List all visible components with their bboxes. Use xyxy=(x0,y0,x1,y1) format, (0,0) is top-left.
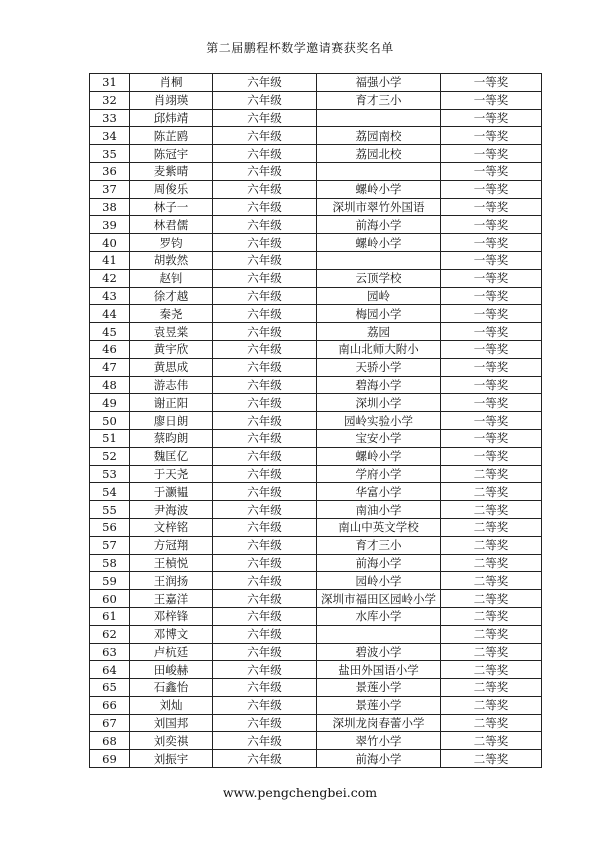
row-number-cell: 41 xyxy=(90,251,130,269)
school-name-cell: 南山北师大附小 xyxy=(317,340,441,358)
school-name-cell: 景莲小学 xyxy=(317,696,441,714)
footer-url: www.pengchengbei.com xyxy=(222,785,378,800)
school-name-cell: 荔园北校 xyxy=(317,145,441,163)
table-row xyxy=(90,465,542,483)
student-name-cell: 刘国邦 xyxy=(130,714,213,732)
school-name-cell: 前海小学 xyxy=(317,554,441,572)
row-number-cell: 69 xyxy=(90,750,130,768)
prize-level-cell: 二等奖 xyxy=(441,625,542,643)
table-row xyxy=(90,572,542,590)
row-number-cell: 62 xyxy=(90,625,130,643)
table-row xyxy=(90,590,542,608)
grade-cell: 六年级 xyxy=(213,323,317,341)
school-name-cell: 天骄小学 xyxy=(317,358,441,376)
student-name-cell: 刘振宇 xyxy=(130,750,213,768)
table-row xyxy=(90,358,542,376)
school-name-cell: 荔园南校 xyxy=(317,127,441,145)
school-name-cell: 水库小学 xyxy=(317,607,441,625)
school-name-cell: 深圳市福田区园岭小学 xyxy=(317,590,441,608)
table-row xyxy=(90,216,542,234)
row-number-cell: 68 xyxy=(90,732,130,750)
prize-level-cell: 一等奖 xyxy=(441,251,542,269)
table-row xyxy=(90,679,542,697)
prize-level-cell: 二等奖 xyxy=(441,696,542,714)
school-name-cell: 福强小学 xyxy=(317,74,441,92)
student-name-cell: 谢正阳 xyxy=(130,394,213,412)
table-row xyxy=(90,323,542,341)
school-name-cell: 深圳小学 xyxy=(317,394,441,412)
row-number-cell: 44 xyxy=(90,305,130,323)
table-row xyxy=(90,74,542,92)
prize-level-cell: 一等奖 xyxy=(441,127,542,145)
row-number-cell: 33 xyxy=(90,109,130,127)
school-name-cell xyxy=(317,625,441,643)
row-number-cell: 50 xyxy=(90,412,130,430)
school-name-cell: 云顶学校 xyxy=(317,269,441,287)
student-name-cell: 陈芷鸥 xyxy=(130,127,213,145)
row-number-cell: 59 xyxy=(90,572,130,590)
row-number-cell: 45 xyxy=(90,323,130,341)
table-row xyxy=(90,91,542,109)
prize-level-cell: 一等奖 xyxy=(441,162,542,180)
row-number-cell: 65 xyxy=(90,679,130,697)
school-name-cell: 育才三小 xyxy=(317,536,441,554)
row-number-cell: 43 xyxy=(90,287,130,305)
grade-cell: 六年级 xyxy=(213,216,317,234)
row-number-cell: 38 xyxy=(90,198,130,216)
prize-level-cell: 二等奖 xyxy=(441,501,542,519)
school-name-cell: 深圳龙岗春蕾小学 xyxy=(317,714,441,732)
grade-cell: 六年级 xyxy=(213,376,317,394)
prize-level-cell: 二等奖 xyxy=(441,572,542,590)
student-name-cell: 肖翊瑛 xyxy=(130,91,213,109)
school-name-cell: 前海小学 xyxy=(317,750,441,768)
row-number-cell: 49 xyxy=(90,394,130,412)
student-name-cell: 于天尧 xyxy=(130,465,213,483)
row-number-cell: 52 xyxy=(90,447,130,465)
prize-level-cell: 二等奖 xyxy=(441,465,542,483)
prize-level-cell: 二等奖 xyxy=(441,750,542,768)
table-row xyxy=(90,251,542,269)
table-row xyxy=(90,607,542,625)
grade-cell: 六年级 xyxy=(213,145,317,163)
row-number-cell: 54 xyxy=(90,483,130,501)
grade-cell: 六年级 xyxy=(213,74,317,92)
table-row xyxy=(90,536,542,554)
student-name-cell: 田峻赫 xyxy=(130,661,213,679)
row-number-cell: 37 xyxy=(90,180,130,198)
grade-cell: 六年级 xyxy=(213,590,317,608)
grade-cell: 六年级 xyxy=(213,305,317,323)
table-row xyxy=(90,696,542,714)
grade-cell: 六年级 xyxy=(213,162,317,180)
prize-level-cell: 一等奖 xyxy=(441,74,542,92)
student-name-cell: 蔡昀朗 xyxy=(130,429,213,447)
grade-cell: 六年级 xyxy=(213,234,317,252)
school-name-cell: 碧海小学 xyxy=(317,376,441,394)
student-name-cell: 赵钊 xyxy=(130,269,213,287)
prize-level-cell: 二等奖 xyxy=(441,590,542,608)
school-name-cell: 华富小学 xyxy=(317,483,441,501)
school-name-cell: 园岭小学 xyxy=(317,572,441,590)
table-row xyxy=(90,732,542,750)
table-row xyxy=(90,554,542,572)
grade-cell: 六年级 xyxy=(213,340,317,358)
table-row xyxy=(90,340,542,358)
prize-level-cell: 一等奖 xyxy=(441,234,542,252)
grade-cell: 六年级 xyxy=(213,109,317,127)
row-number-cell: 39 xyxy=(90,216,130,234)
student-name-cell: 麦紫晴 xyxy=(130,162,213,180)
grade-cell: 六年级 xyxy=(213,607,317,625)
grade-cell: 六年级 xyxy=(213,180,317,198)
table-row xyxy=(90,643,542,661)
student-name-cell: 黄宇欣 xyxy=(130,340,213,358)
row-number-cell: 63 xyxy=(90,643,130,661)
school-name-cell xyxy=(317,109,441,127)
grade-cell: 六年级 xyxy=(213,465,317,483)
table-row xyxy=(90,429,542,447)
award-table-body xyxy=(90,74,542,768)
grade-cell: 六年级 xyxy=(213,679,317,697)
grade-cell: 六年级 xyxy=(213,732,317,750)
school-name-cell xyxy=(317,251,441,269)
table-row xyxy=(90,287,542,305)
school-name-cell: 景莲小学 xyxy=(317,679,441,697)
row-number-cell: 32 xyxy=(90,91,130,109)
row-number-cell: 53 xyxy=(90,465,130,483)
table-row xyxy=(90,412,542,430)
prize-level-cell: 一等奖 xyxy=(441,394,542,412)
grade-cell: 六年级 xyxy=(213,643,317,661)
row-number-cell: 60 xyxy=(90,590,130,608)
row-number-cell: 56 xyxy=(90,518,130,536)
school-name-cell: 螺岭小学 xyxy=(317,447,441,465)
student-name-cell: 林君儒 xyxy=(130,216,213,234)
table-row xyxy=(90,625,542,643)
student-name-cell: 周俊乐 xyxy=(130,180,213,198)
table-row xyxy=(90,234,542,252)
prize-level-cell: 一等奖 xyxy=(441,109,542,127)
school-name-cell: 螺岭小学 xyxy=(317,180,441,198)
school-name-cell: 碧波小学 xyxy=(317,643,441,661)
row-number-cell: 66 xyxy=(90,696,130,714)
table-row xyxy=(90,109,542,127)
prize-level-cell: 一等奖 xyxy=(441,447,542,465)
school-name-cell: 园岭 xyxy=(317,287,441,305)
student-name-cell: 刘灿 xyxy=(130,696,213,714)
table-row xyxy=(90,714,542,732)
prize-level-cell: 二等奖 xyxy=(441,554,542,572)
grade-cell: 六年级 xyxy=(213,625,317,643)
prize-level-cell: 一等奖 xyxy=(441,91,542,109)
student-name-cell: 邓博文 xyxy=(130,625,213,643)
table-row xyxy=(90,180,542,198)
student-name-cell: 邓梓锋 xyxy=(130,607,213,625)
grade-cell: 六年级 xyxy=(213,572,317,590)
prize-level-cell: 二等奖 xyxy=(441,483,542,501)
row-number-cell: 61 xyxy=(90,607,130,625)
school-name-cell: 园岭实验小学 xyxy=(317,412,441,430)
grade-cell: 六年级 xyxy=(213,554,317,572)
student-name-cell: 陈冠宇 xyxy=(130,145,213,163)
school-name-cell: 育才三小 xyxy=(317,91,441,109)
student-name-cell: 徐才越 xyxy=(130,287,213,305)
row-number-cell: 55 xyxy=(90,501,130,519)
prize-level-cell: 一等奖 xyxy=(441,358,542,376)
grade-cell: 六年级 xyxy=(213,483,317,501)
school-name-cell: 盐田外国语小学 xyxy=(317,661,441,679)
row-number-cell: 64 xyxy=(90,661,130,679)
student-name-cell: 魏匡亿 xyxy=(130,447,213,465)
student-name-cell: 方冠翔 xyxy=(130,536,213,554)
prize-level-cell: 二等奖 xyxy=(441,518,542,536)
grade-cell: 六年级 xyxy=(213,127,317,145)
school-name-cell: 南油小学 xyxy=(317,501,441,519)
prize-level-cell: 二等奖 xyxy=(441,714,542,732)
prize-level-cell: 一等奖 xyxy=(441,198,542,216)
grade-cell: 六年级 xyxy=(213,91,317,109)
prize-level-cell: 一等奖 xyxy=(441,287,542,305)
student-name-cell: 林子一 xyxy=(130,198,213,216)
prize-level-cell: 一等奖 xyxy=(441,305,542,323)
school-name-cell: 前海小学 xyxy=(317,216,441,234)
row-number-cell: 58 xyxy=(90,554,130,572)
prize-level-cell: 一等奖 xyxy=(441,145,542,163)
grade-cell: 六年级 xyxy=(213,287,317,305)
table-row xyxy=(90,127,542,145)
prize-level-cell: 一等奖 xyxy=(441,412,542,430)
student-name-cell: 邱炜靖 xyxy=(130,109,213,127)
table-row xyxy=(90,376,542,394)
school-name-cell xyxy=(317,162,441,180)
student-name-cell: 游志伟 xyxy=(130,376,213,394)
student-name-cell: 胡敦然 xyxy=(130,251,213,269)
grade-cell: 六年级 xyxy=(213,696,317,714)
student-name-cell: 秦尧 xyxy=(130,305,213,323)
row-number-cell: 36 xyxy=(90,162,130,180)
student-name-cell: 肖桐 xyxy=(130,74,213,92)
school-name-cell: 南山中英文学校 xyxy=(317,518,441,536)
table-row xyxy=(90,145,542,163)
student-name-cell: 罗钧 xyxy=(130,234,213,252)
table-row xyxy=(90,394,542,412)
student-name-cell: 王嘉洋 xyxy=(130,590,213,608)
grade-cell: 六年级 xyxy=(213,358,317,376)
grade-cell: 六年级 xyxy=(213,518,317,536)
table-row xyxy=(90,483,542,501)
grade-cell: 六年级 xyxy=(213,394,317,412)
prize-level-cell: 一等奖 xyxy=(441,340,542,358)
prize-level-cell: 二等奖 xyxy=(441,679,542,697)
grade-cell: 六年级 xyxy=(213,198,317,216)
student-name-cell: 石鑫怡 xyxy=(130,679,213,697)
award-table xyxy=(89,73,542,768)
grade-cell: 六年级 xyxy=(213,269,317,287)
row-number-cell: 31 xyxy=(90,74,130,92)
school-name-cell: 深圳市翠竹外国语 xyxy=(317,198,441,216)
grade-cell: 六年级 xyxy=(213,251,317,269)
prize-level-cell: 二等奖 xyxy=(441,536,542,554)
row-number-cell: 67 xyxy=(90,714,130,732)
prize-level-cell: 一等奖 xyxy=(441,216,542,234)
student-name-cell: 王楨悦 xyxy=(130,554,213,572)
student-name-cell: 王润扬 xyxy=(130,572,213,590)
row-number-cell: 42 xyxy=(90,269,130,287)
table-row xyxy=(90,269,542,287)
grade-cell: 六年级 xyxy=(213,714,317,732)
school-name-cell: 荔园 xyxy=(317,323,441,341)
table-row xyxy=(90,501,542,519)
row-number-cell: 34 xyxy=(90,127,130,145)
student-name-cell: 刘奕祺 xyxy=(130,732,213,750)
table-row xyxy=(90,198,542,216)
row-number-cell: 48 xyxy=(90,376,130,394)
prize-level-cell: 二等奖 xyxy=(441,732,542,750)
table-row xyxy=(90,661,542,679)
prize-level-cell: 一等奖 xyxy=(441,323,542,341)
grade-cell: 六年级 xyxy=(213,536,317,554)
prize-level-cell: 二等奖 xyxy=(441,643,542,661)
table-row xyxy=(90,162,542,180)
row-number-cell: 40 xyxy=(90,234,130,252)
prize-level-cell: 二等奖 xyxy=(441,661,542,679)
student-name-cell: 黄思成 xyxy=(130,358,213,376)
school-name-cell: 螺岭小学 xyxy=(317,234,441,252)
student-name-cell: 尹海波 xyxy=(130,501,213,519)
student-name-cell: 卢杭廷 xyxy=(130,643,213,661)
prize-level-cell: 一等奖 xyxy=(441,429,542,447)
prize-level-cell: 一等奖 xyxy=(441,180,542,198)
page-title: 第二届鹏程杯数学邀请赛获奖名单 xyxy=(206,41,394,55)
student-name-cell: 廖日朗 xyxy=(130,412,213,430)
school-name-cell: 学府小学 xyxy=(317,465,441,483)
school-name-cell: 宝安小学 xyxy=(317,429,441,447)
student-name-cell: 袁昱棠 xyxy=(130,323,213,341)
row-number-cell: 51 xyxy=(90,429,130,447)
row-number-cell: 57 xyxy=(90,536,130,554)
grade-cell: 六年级 xyxy=(213,412,317,430)
student-name-cell: 于灏韫 xyxy=(130,483,213,501)
grade-cell: 六年级 xyxy=(213,447,317,465)
table-row xyxy=(90,750,542,768)
table-row xyxy=(90,447,542,465)
grade-cell: 六年级 xyxy=(213,501,317,519)
row-number-cell: 35 xyxy=(90,145,130,163)
row-number-cell: 46 xyxy=(90,340,130,358)
prize-level-cell: 一等奖 xyxy=(441,269,542,287)
prize-level-cell: 一等奖 xyxy=(441,376,542,394)
grade-cell: 六年级 xyxy=(213,750,317,768)
school-name-cell: 翠竹小学 xyxy=(317,732,441,750)
school-name-cell: 梅园小学 xyxy=(317,305,441,323)
grade-cell: 六年级 xyxy=(213,661,317,679)
prize-level-cell: 二等奖 xyxy=(441,607,542,625)
student-name-cell: 文梓铭 xyxy=(130,518,213,536)
row-number-cell: 47 xyxy=(90,358,130,376)
grade-cell: 六年级 xyxy=(213,429,317,447)
table-row xyxy=(90,518,542,536)
table-row xyxy=(90,305,542,323)
